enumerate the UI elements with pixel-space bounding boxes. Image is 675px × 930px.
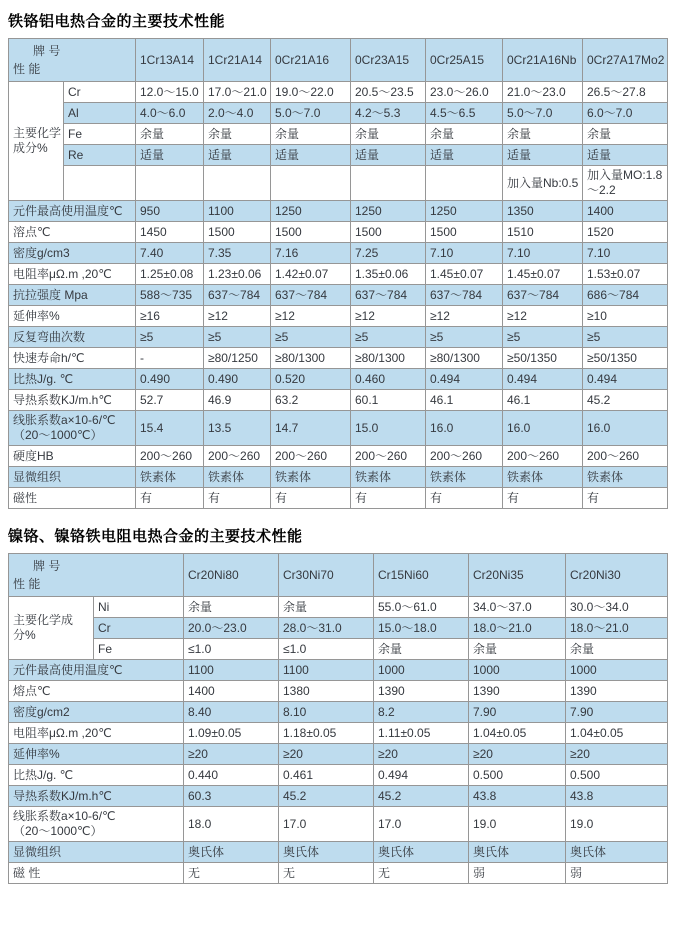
property-row	[9, 411, 668, 446]
value-cell: 0.440	[184, 765, 279, 786]
value-cell: 5.0～7.0	[271, 103, 351, 124]
value-cell: 200～260	[503, 446, 583, 467]
value-cell: 0.500	[566, 765, 668, 786]
value-cell: 19.0	[469, 807, 566, 842]
grade-header: 0Cr21A16	[271, 39, 351, 82]
grade-header: 0Cr23A15	[351, 39, 426, 82]
value-cell: 1100	[279, 660, 374, 681]
chem-row	[9, 124, 668, 145]
value-cell: 适量	[136, 145, 204, 166]
value-cell: ≥20	[279, 744, 374, 765]
value-cell: 637～784	[503, 285, 583, 306]
value-cell: 21.0～23.0	[503, 82, 583, 103]
value-cell: 铁素体	[426, 467, 503, 488]
grade-header: Cr20Ni80	[184, 554, 279, 597]
value-cell: 15.4	[136, 411, 204, 446]
value-cell: 16.0	[426, 411, 503, 446]
value-cell: 铁素体	[351, 467, 426, 488]
value-cell: 0.461	[279, 765, 374, 786]
value-cell: 7.35	[204, 243, 271, 264]
value-cell: 19.0～22.0	[271, 82, 351, 103]
row-label: 延伸率%	[9, 744, 184, 765]
value-cell: 1500	[271, 222, 351, 243]
value-cell: 637～784	[351, 285, 426, 306]
value-cell: 1.09±0.05	[184, 723, 279, 744]
value-cell: 1000	[374, 660, 469, 681]
value-cell: 铁素体	[204, 467, 271, 488]
table2-title: 镍铬、镍铬铁电阻电热合金的主要技术性能	[8, 528, 303, 545]
property-row	[9, 369, 668, 390]
nicr-properties-table	[8, 553, 668, 884]
chem-row	[9, 618, 668, 639]
value-cell: 46.1	[503, 390, 583, 411]
value-cell: 1520	[583, 222, 668, 243]
property-row	[9, 264, 668, 285]
row-label: 导热系数KJ/m.h℃	[9, 786, 184, 807]
value-cell: 637～784	[271, 285, 351, 306]
value-cell: 有	[503, 488, 583, 509]
grade-header: 0Cr21A16Nb	[503, 39, 583, 82]
header-row	[9, 39, 668, 82]
row-label: 硬度HB	[9, 446, 136, 467]
value-cell: 637～784	[426, 285, 503, 306]
row-label: 密度g/cm2	[9, 702, 184, 723]
value-cell	[271, 166, 351, 201]
row-label: 熔点℃	[9, 681, 184, 702]
value-cell: 奥氏体	[469, 842, 566, 863]
value-cell: 63.2	[271, 390, 351, 411]
value-cell: 200～260	[583, 446, 668, 467]
element-label: Cr	[64, 82, 136, 103]
value-cell: 4.0～6.0	[136, 103, 204, 124]
value-cell: 15.0～18.0	[374, 618, 469, 639]
property-row	[9, 243, 668, 264]
value-cell: ≥50/1350	[503, 348, 583, 369]
value-cell: 16.0	[503, 411, 583, 446]
value-cell: -	[136, 348, 204, 369]
property-row	[9, 446, 668, 467]
value-cell: 1390	[469, 681, 566, 702]
value-cell: 1.53±0.07	[583, 264, 668, 285]
value-cell: 18.0	[184, 807, 279, 842]
fecral-properties-table	[8, 38, 668, 509]
value-cell: 13.5	[204, 411, 271, 446]
value-cell: 0.494	[583, 369, 668, 390]
value-cell: 1400	[184, 681, 279, 702]
grade-header: Cr30Ni70	[279, 554, 374, 597]
value-cell: 余量	[279, 597, 374, 618]
value-cell: 1.18±0.05	[279, 723, 374, 744]
row-label: 电阻率μΩ.m ,20℃	[9, 723, 184, 744]
value-cell: 0.494	[503, 369, 583, 390]
grade-header: Cr20Ni30	[566, 554, 668, 597]
value-cell: 1250	[426, 201, 503, 222]
value-cell: 4.5～6.5	[426, 103, 503, 124]
element-label: Ni	[94, 597, 184, 618]
value-cell: 1350	[503, 201, 583, 222]
value-cell: 1.35±0.06	[351, 264, 426, 285]
value-cell: 1100	[204, 201, 271, 222]
value-cell: 45.2	[279, 786, 374, 807]
value-cell: 无	[279, 863, 374, 884]
value-cell: 0.494	[426, 369, 503, 390]
value-cell: 0.500	[469, 765, 566, 786]
chem-composition-label: 主要化学成 分%	[9, 597, 94, 660]
value-cell: 1000	[469, 660, 566, 681]
property-row	[9, 327, 668, 348]
element-label: Re	[64, 145, 136, 166]
property-row	[9, 467, 668, 488]
chem-row	[9, 145, 668, 166]
value-cell: 无	[184, 863, 279, 884]
value-cell: 7.90	[566, 702, 668, 723]
row-label: 快速寿命h/℃	[9, 348, 136, 369]
value-cell: 637～784	[204, 285, 271, 306]
value-cell: 6.0～7.0	[583, 103, 668, 124]
value-cell: 43.8	[469, 786, 566, 807]
value-cell: 铁素体	[503, 467, 583, 488]
chem-row	[9, 166, 668, 201]
value-cell: ≥5	[204, 327, 271, 348]
value-cell: 余量	[503, 124, 583, 145]
element-label: Al	[64, 103, 136, 124]
value-cell: 17.0～21.0	[204, 82, 271, 103]
value-cell: 余量	[374, 639, 469, 660]
value-cell: 铁素体	[136, 467, 204, 488]
chem-row	[9, 103, 668, 124]
value-cell: 1400	[583, 201, 668, 222]
row-label: 元件最高使用温度℃	[9, 201, 136, 222]
grade-header: 1Cr13A14	[136, 39, 204, 82]
corner-label-property: 性 能	[13, 577, 41, 591]
value-cell: 有	[271, 488, 351, 509]
value-cell: 200～260	[136, 446, 204, 467]
value-cell: 余量	[566, 639, 668, 660]
value-cell: 8.40	[184, 702, 279, 723]
value-cell	[426, 166, 503, 201]
value-cell: 1100	[184, 660, 279, 681]
value-cell: 1000	[566, 660, 668, 681]
value-cell: 0.460	[351, 369, 426, 390]
row-label: 抗拉强度 Mpa	[9, 285, 136, 306]
element-label	[64, 166, 136, 201]
value-cell: 14.7	[271, 411, 351, 446]
value-cell: 1.45±0.07	[426, 264, 503, 285]
property-row	[9, 842, 668, 863]
value-cell: 26.5～27.8	[583, 82, 668, 103]
value-cell: 200～260	[271, 446, 351, 467]
value-cell: ≥5	[583, 327, 668, 348]
element-label: Cr	[94, 618, 184, 639]
value-cell: 1.23±0.06	[204, 264, 271, 285]
value-cell: 16.0	[583, 411, 668, 446]
value-cell: 1.42±0.07	[271, 264, 351, 285]
value-cell: 0.490	[136, 369, 204, 390]
property-row	[9, 765, 668, 786]
value-cell: 1500	[351, 222, 426, 243]
property-row	[9, 348, 668, 369]
value-cell	[351, 166, 426, 201]
value-cell: 奥氏体	[566, 842, 668, 863]
value-cell: 有	[583, 488, 668, 509]
value-cell: ≤1.0	[184, 639, 279, 660]
element-label: Fe	[64, 124, 136, 145]
value-cell: ≥80/1250	[204, 348, 271, 369]
value-cell: 余量	[184, 597, 279, 618]
value-cell: 200～260	[351, 446, 426, 467]
property-row	[9, 390, 668, 411]
value-cell: 铁素体	[583, 467, 668, 488]
value-cell: 1380	[279, 681, 374, 702]
value-cell: ≥12	[503, 306, 583, 327]
value-cell: ≥5	[503, 327, 583, 348]
value-cell: 7.10	[583, 243, 668, 264]
value-cell: 1250	[271, 201, 351, 222]
property-row	[9, 681, 668, 702]
corner-header	[9, 39, 136, 82]
row-label: 电阻率μΩ.m ,20℃	[9, 264, 136, 285]
value-cell: 1.04±0.05	[566, 723, 668, 744]
property-row	[9, 222, 668, 243]
value-cell: 有	[204, 488, 271, 509]
grade-header: 1Cr21A14	[204, 39, 271, 82]
value-cell: 有	[136, 488, 204, 509]
value-cell: 686～784	[583, 285, 668, 306]
value-cell: 18.0～21.0	[469, 618, 566, 639]
row-label: 比热J/g. ℃	[9, 369, 136, 390]
value-cell: 1500	[426, 222, 503, 243]
value-cell: 7.10	[426, 243, 503, 264]
value-cell: 1510	[503, 222, 583, 243]
property-row	[9, 744, 668, 765]
property-row	[9, 702, 668, 723]
value-cell: 有	[351, 488, 426, 509]
value-cell: 1500	[204, 222, 271, 243]
chem-composition-label: 主要化学 成分%	[9, 82, 64, 201]
value-cell: 适量	[426, 145, 503, 166]
value-cell: 34.0～37.0	[469, 597, 566, 618]
value-cell: 适量	[271, 145, 351, 166]
row-label: 线胀系数a×10-6/℃ （20～1000℃）	[9, 807, 184, 842]
element-label: Fe	[94, 639, 184, 660]
value-cell: 19.0	[566, 807, 668, 842]
value-cell: ≥12	[426, 306, 503, 327]
value-cell: ≥20	[374, 744, 469, 765]
row-label: 溶点℃	[9, 222, 136, 243]
value-cell: 1.11±0.05	[374, 723, 469, 744]
value-cell: 弱	[566, 863, 668, 884]
table1-title: 铁铬铝电热合金的主要技术性能	[8, 13, 226, 30]
row-label: 磁性	[9, 488, 136, 509]
grade-header: Cr20Ni35	[469, 554, 566, 597]
value-cell: 46.9	[204, 390, 271, 411]
value-cell: ≥5	[271, 327, 351, 348]
value-cell: 12.0～15.0	[136, 82, 204, 103]
value-cell	[204, 166, 271, 201]
grade-header: Cr15Ni60	[374, 554, 469, 597]
value-cell: 余量	[136, 124, 204, 145]
value-cell: 4.2～5.3	[351, 103, 426, 124]
value-cell: 0.494	[374, 765, 469, 786]
value-cell: 28.0～31.0	[279, 618, 374, 639]
value-cell: 奥氏体	[184, 842, 279, 863]
grade-header: 0Cr25A15	[426, 39, 503, 82]
value-cell: 2.0～4.0	[204, 103, 271, 124]
value-cell: ≤1.0	[279, 639, 374, 660]
value-cell: ≥16	[136, 306, 204, 327]
property-row	[9, 201, 668, 222]
corner-label-property: 性 能	[13, 62, 41, 76]
corner-header	[9, 554, 184, 597]
value-cell: 适量	[204, 145, 271, 166]
chem-row	[9, 597, 668, 618]
value-cell: 1.25±0.08	[136, 264, 204, 285]
value-cell: 余量	[583, 124, 668, 145]
value-cell: 15.0	[351, 411, 426, 446]
property-row	[9, 660, 668, 681]
value-cell: 1390	[374, 681, 469, 702]
value-cell: 17.0	[279, 807, 374, 842]
property-row	[9, 488, 668, 509]
value-cell: 60.3	[184, 786, 279, 807]
value-cell: 7.90	[469, 702, 566, 723]
value-cell: ≥5	[351, 327, 426, 348]
value-cell: ≥5	[136, 327, 204, 348]
value-cell: 20.0～23.0	[184, 618, 279, 639]
value-cell: 30.0～34.0	[566, 597, 668, 618]
value-cell: 45.2	[583, 390, 668, 411]
value-cell: 适量	[503, 145, 583, 166]
row-label: 显微组织	[9, 467, 136, 488]
value-cell: ≥80/1300	[426, 348, 503, 369]
value-cell: 有	[426, 488, 503, 509]
row-label: 延伸率%	[9, 306, 136, 327]
value-cell: 17.0	[374, 807, 469, 842]
value-cell: 200～260	[426, 446, 503, 467]
corner-label-grade: 牌 号	[33, 559, 61, 573]
value-cell: 45.2	[374, 786, 469, 807]
value-cell: ≥5	[426, 327, 503, 348]
row-label: 显微组织	[9, 842, 184, 863]
value-cell: 适量	[583, 145, 668, 166]
value-cell: 23.0～26.0	[426, 82, 503, 103]
value-cell: 7.10	[503, 243, 583, 264]
property-row	[9, 285, 668, 306]
grade-header: 0Cr27A17Mo2	[583, 39, 668, 82]
value-cell: 8.2	[374, 702, 469, 723]
value-cell: ≥20	[184, 744, 279, 765]
value-cell: ≥12	[271, 306, 351, 327]
value-cell: 适量	[351, 145, 426, 166]
value-cell: 余量	[204, 124, 271, 145]
value-cell: 7.40	[136, 243, 204, 264]
value-cell: 铁素体	[271, 467, 351, 488]
value-cell: 加入量Nb:0.5	[503, 166, 583, 201]
value-cell: 无	[374, 863, 469, 884]
property-row	[9, 807, 668, 842]
row-label: 线胀系数a×10-6/℃ （20～1000℃）	[9, 411, 136, 446]
value-cell: 0.490	[204, 369, 271, 390]
value-cell: ≥20	[566, 744, 668, 765]
value-cell: 43.8	[566, 786, 668, 807]
value-cell: ≥12	[204, 306, 271, 327]
value-cell: 5.0～7.0	[503, 103, 583, 124]
value-cell: 余量	[351, 124, 426, 145]
row-label: 比热J/g. ℃	[9, 765, 184, 786]
value-cell: ≥12	[351, 306, 426, 327]
value-cell: 950	[136, 201, 204, 222]
value-cell: 200～260	[204, 446, 271, 467]
property-row	[9, 723, 668, 744]
value-cell	[136, 166, 204, 201]
value-cell: 1.04±0.05	[469, 723, 566, 744]
value-cell: 1390	[566, 681, 668, 702]
value-cell: ≥50/1350	[583, 348, 668, 369]
value-cell: ≥10	[583, 306, 668, 327]
value-cell: 奥氏体	[279, 842, 374, 863]
row-label: 反复弯曲次数	[9, 327, 136, 348]
property-row	[9, 306, 668, 327]
header-row	[9, 554, 668, 597]
value-cell: ≥20	[469, 744, 566, 765]
value-cell: 60.1	[351, 390, 426, 411]
row-label: 磁 性	[9, 863, 184, 884]
value-cell: 0.520	[271, 369, 351, 390]
corner-label-grade: 牌 号	[33, 44, 61, 58]
chem-row	[9, 82, 668, 103]
row-label: 导热系数KJ/m.h℃	[9, 390, 136, 411]
value-cell: 20.5～23.5	[351, 82, 426, 103]
value-cell: 7.16	[271, 243, 351, 264]
value-cell: 1.45±0.07	[503, 264, 583, 285]
property-row	[9, 786, 668, 807]
value-cell: 奥氏体	[374, 842, 469, 863]
value-cell: 1450	[136, 222, 204, 243]
row-label: 密度g/cm3	[9, 243, 136, 264]
value-cell: 1250	[351, 201, 426, 222]
value-cell: 8.10	[279, 702, 374, 723]
value-cell: 余量	[271, 124, 351, 145]
property-row	[9, 863, 668, 884]
value-cell: ≥80/1300	[351, 348, 426, 369]
value-cell: ≥80/1300	[271, 348, 351, 369]
value-cell: 18.0～21.0	[566, 618, 668, 639]
value-cell: 余量	[426, 124, 503, 145]
value-cell: 弱	[469, 863, 566, 884]
value-cell: 加入量MO:1.8～2.2	[583, 166, 668, 201]
chem-row	[9, 639, 668, 660]
value-cell: 55.0～61.0	[374, 597, 469, 618]
value-cell: 588～735	[136, 285, 204, 306]
value-cell: 余量	[469, 639, 566, 660]
value-cell: 52.7	[136, 390, 204, 411]
value-cell: 7.25	[351, 243, 426, 264]
row-label: 元件最高使用温度℃	[9, 660, 184, 681]
value-cell: 46.1	[426, 390, 503, 411]
